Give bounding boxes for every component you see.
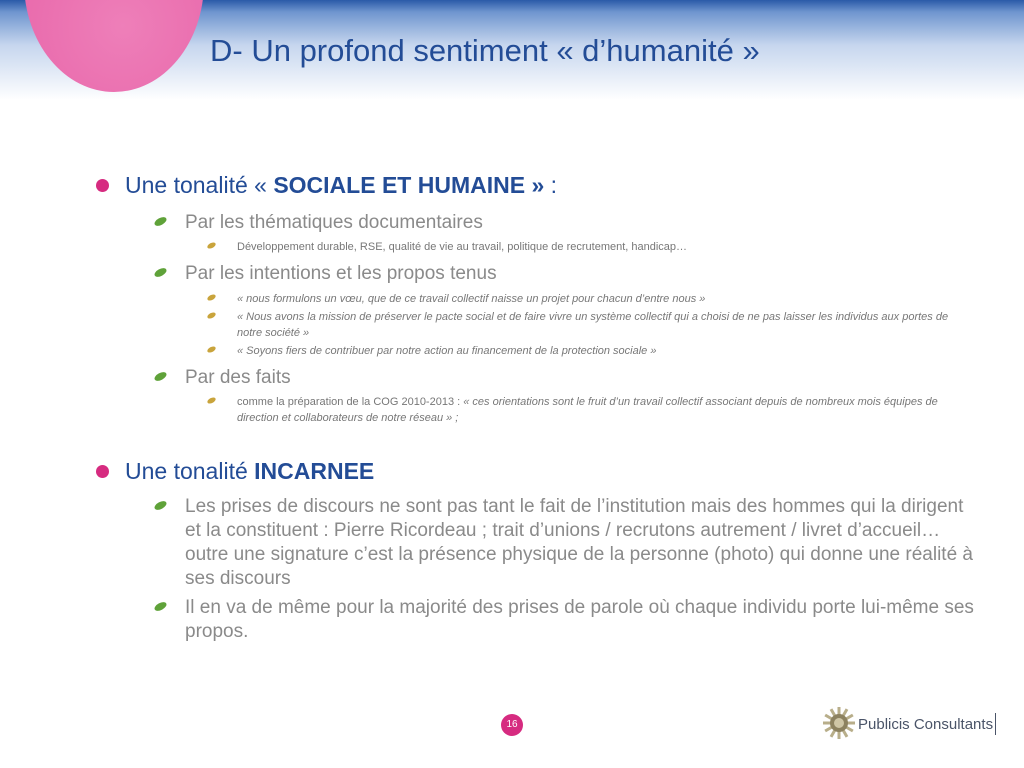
list-item-text: Il en va de même pour la majorité des prises de parole où chaque individu porte lui-même ses propos. xyxy=(185,597,974,642)
green-leaf-bullet-icon xyxy=(153,499,168,511)
green-leaf-bullet-icon xyxy=(153,215,168,227)
list-item-text: Développement durable, RSE, qualité de vie au travail, politique de recrutement, handicap… xyxy=(237,241,688,253)
green-leaf-bullet-icon xyxy=(153,370,168,382)
list-item-text: « nous formulons un vœu, que de ce travail collectif naisse un projet pour chacun d’entre nous » xyxy=(237,293,706,305)
brand-divider xyxy=(995,713,996,735)
list-item xyxy=(237,343,967,359)
brand-name: Publicis Consultants xyxy=(858,716,994,733)
section-sociale xyxy=(125,172,557,199)
pink-bullet-icon xyxy=(96,465,109,478)
section-incarnee xyxy=(125,458,374,485)
slide-title: D- Un profond sentiment « d’humanité » xyxy=(210,33,760,68)
pink-bullet-icon xyxy=(96,179,109,192)
list-item xyxy=(185,495,975,591)
section-sociale-prefix: Une tonalité « xyxy=(125,172,274,198)
list-item-text: « Nous avons la mission de préserver le pacte social et de faire vivre un système collectif qui a choisi de ne pas laisser les individus aux portes de notre société » xyxy=(237,311,949,339)
list-item xyxy=(237,394,967,426)
section-sociale-emphasis: SOCIALE ET HUMAINE » xyxy=(273,172,545,198)
gold-leaf-bullet-icon xyxy=(206,311,216,320)
gold-leaf-bullet-icon xyxy=(206,345,216,354)
list-item xyxy=(237,309,967,341)
list-item-quote: « ces orientations sont le fruit d’un travail collectif associant depuis de nombreux mois équipes de direction et collaborateurs de notre réseau » ; xyxy=(237,396,938,424)
section-incarnee-emphasis: INCARNEE xyxy=(254,458,375,484)
list-item xyxy=(185,596,975,644)
sub-thematiques xyxy=(185,211,975,235)
gold-leaf-bullet-icon xyxy=(206,396,216,405)
sub-faits-label: Par des faits xyxy=(185,367,291,388)
list-item-text: Les prises de discours ne sont pas tant le fait de l’institution mais des hommes qui la dirigent et la constituent : Pierre Ricordeau ; trait d’unions / recrutons autrement / livret d’accueil…outre une signature c’est la présence physique de la personne (photo) qui donne une réalité à ses discours xyxy=(185,496,973,589)
list-item-text: « Soyons fiers de contribuer par notre action au financement de la protection sociale » xyxy=(237,345,657,357)
gold-leaf-bullet-icon xyxy=(206,293,216,302)
sub-faits xyxy=(185,366,975,390)
sub-thematiques-label: Par les thématiques documentaires xyxy=(185,212,483,233)
gold-leaf-bullet-icon xyxy=(206,241,216,250)
sub-intentions-label: Par les intentions et les propos tenus xyxy=(185,263,497,284)
list-item xyxy=(237,239,967,255)
sub-intentions xyxy=(185,262,975,286)
list-item-prefix: comme la préparation de la COG 2010-2013 : xyxy=(237,396,464,408)
section-sociale-suffix: : xyxy=(544,172,558,198)
green-leaf-bullet-icon xyxy=(153,266,168,278)
section-incarnee-prefix: Une tonalité xyxy=(125,458,255,484)
page-number-badge: 16 xyxy=(501,714,523,736)
green-leaf-bullet-icon xyxy=(153,600,168,612)
list-item xyxy=(237,291,967,307)
